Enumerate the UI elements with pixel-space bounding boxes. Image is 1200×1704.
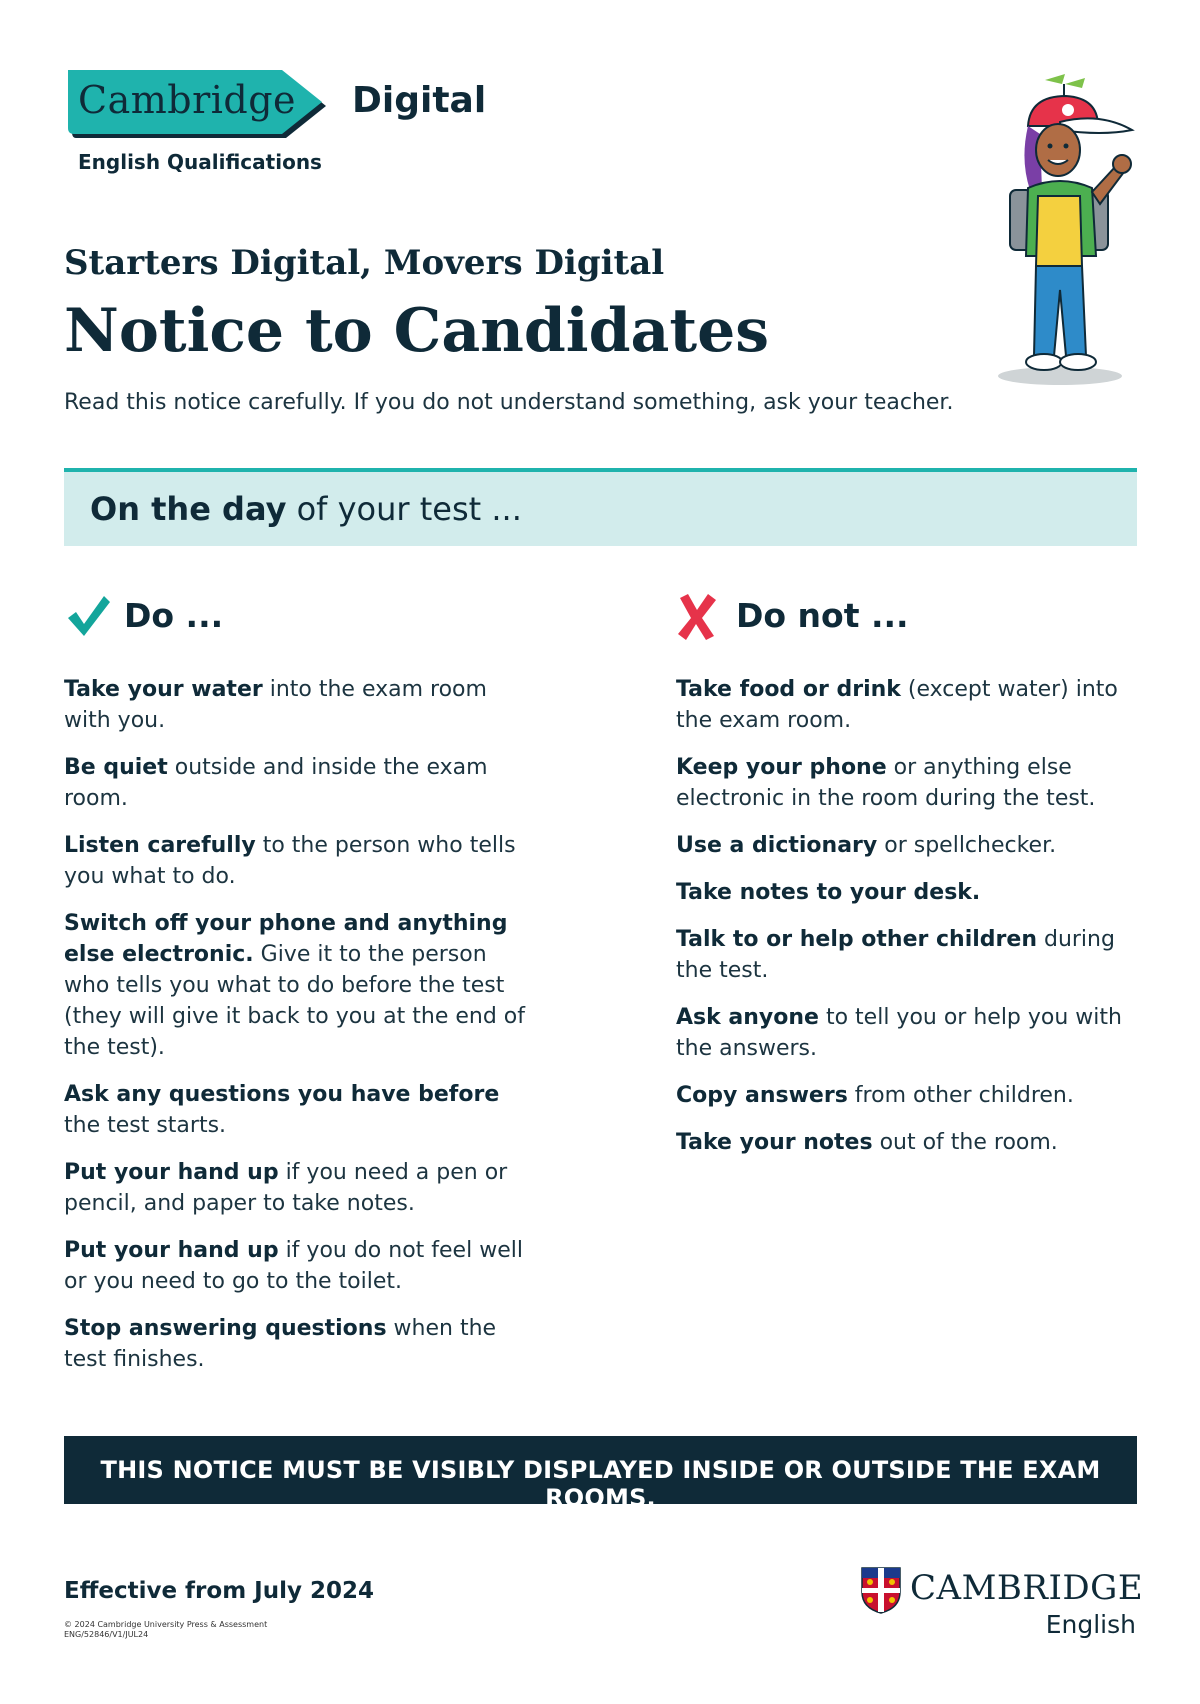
day-banner-text	[90, 490, 522, 528]
intro-text: Read this notice carefully. If you do not understand something, ask your teacher.	[64, 390, 954, 415]
do-heading	[64, 592, 534, 642]
do-item-rest: the test starts.	[64, 1113, 227, 1138]
do-item-strong: Put your hand up	[64, 1160, 279, 1185]
logo-subtitle: English Qualifications	[78, 150, 322, 174]
day-banner-bold: On the day	[90, 490, 287, 528]
dont-item-strong: Keep your phone	[676, 755, 887, 780]
shield-icon	[860, 1566, 902, 1614]
page-title: Notice to Candidates	[64, 296, 770, 366]
do-item-rest: if you do not feel well or you need to go to the toilet.	[64, 1238, 523, 1294]
cambridge-wordmark: CAMBRIDGE	[910, 1568, 1144, 1608]
notice-banner-text: THIS NOTICE MUST BE VISIBLY DISPLAYED INSIDE OR OUTSIDE THE EXAM ROOMS.	[100, 1456, 1101, 1512]
do-item-strong: Take your water	[64, 677, 263, 702]
do-item-rest: outside and inside the exam room.	[64, 755, 488, 811]
dont-item	[676, 924, 1146, 986]
dont-item	[676, 877, 1146, 908]
do-item	[64, 1313, 534, 1375]
do-item	[64, 1235, 534, 1297]
cambridge-digital-logo	[66, 68, 486, 178]
dont-item-strong: Ask anyone	[676, 1005, 819, 1030]
do-item	[64, 1157, 534, 1219]
dont-item-rest: to tell you or help you with the answers.	[676, 1005, 1122, 1061]
cross-icon	[676, 592, 718, 640]
do-column	[64, 592, 534, 1372]
do-item	[64, 1079, 534, 1141]
dont-item-rest: or spellchecker.	[877, 833, 1057, 858]
do-item	[64, 752, 534, 814]
do-item-rest: Give it to the person who tells you what to do before the test (they will give it back to you at the end of the test).	[64, 942, 525, 1060]
check-icon	[64, 592, 112, 640]
do-item-strong: Ask any questions you have before	[64, 1082, 500, 1107]
dont-item-rest: from other children.	[847, 1083, 1074, 1108]
day-banner	[64, 468, 1137, 546]
dont-item-strong: Take your notes	[676, 1130, 873, 1155]
dont-item	[676, 1127, 1146, 1158]
do-item-rest: to the person who tells you what to do.	[64, 833, 516, 889]
do-item-strong: Listen carefully	[64, 833, 256, 858]
dont-column	[676, 592, 1146, 1155]
copyright	[64, 1620, 267, 1640]
dont-item	[676, 830, 1146, 861]
dont-item-strong: Talk to or help other children	[676, 927, 1037, 952]
document-code: ENG/52846/V1/JUL24	[64, 1630, 149, 1639]
mascot-illustration	[990, 70, 1140, 390]
dont-item-rest: (except water) into the exam room.	[676, 677, 1118, 733]
day-banner-rest: of your test ...	[286, 490, 522, 528]
dont-list	[676, 674, 1146, 1174]
do-item-rest: when the test finishes.	[64, 1316, 497, 1372]
notice-banner	[64, 1436, 1137, 1512]
do-item-strong: Put your hand up	[64, 1238, 279, 1263]
do-list	[64, 674, 534, 1391]
do-item-rest: into the exam room with you.	[64, 677, 487, 733]
do-item	[64, 674, 534, 736]
dont-item-strong: Use a dictionary	[676, 833, 878, 858]
dont-heading	[676, 592, 1146, 642]
dont-item	[676, 1080, 1146, 1111]
do-item	[64, 830, 534, 892]
dont-item-rest: out of the room.	[872, 1130, 1058, 1155]
dont-item	[676, 1002, 1146, 1064]
effective-date: Effective from July 2024	[64, 1578, 375, 1604]
do-item-strong: Be quiet	[64, 755, 168, 780]
dont-item-strong: Take notes to your desk.	[676, 880, 981, 905]
english-wordmark: English	[1045, 1610, 1136, 1639]
copyright-line: © 2024 Cambridge University Press & Assessment	[64, 1620, 268, 1629]
page-subtitle: Starters Digital, Movers Digital	[64, 243, 665, 283]
logo-digital-text: Digital	[352, 80, 487, 121]
dont-item	[676, 674, 1146, 736]
cambridge-english-logo	[860, 1564, 1144, 1644]
do-item-strong: Switch off your phone and anything else electronic.	[64, 911, 508, 967]
do-item-rest: if you need a pen or pencil, and paper to take notes.	[64, 1160, 508, 1216]
do-item	[64, 908, 534, 1063]
logo-badge	[66, 68, 331, 140]
mascot-figure	[990, 70, 1140, 390]
dont-item-rest: during the test.	[676, 927, 1115, 983]
do-heading-label: Do ...	[124, 596, 224, 635]
dont-item	[676, 752, 1146, 814]
dont-heading-label: Do not ...	[736, 596, 909, 635]
dont-item-strong: Copy answers	[676, 1083, 848, 1108]
dont-item-rest: or anything else electronic in the room during the test.	[676, 755, 1096, 811]
dont-item-strong: Take food or drink	[676, 677, 901, 702]
logo-badge-text: Cambridge	[78, 78, 297, 122]
do-item-strong: Stop answering questions	[64, 1316, 387, 1341]
